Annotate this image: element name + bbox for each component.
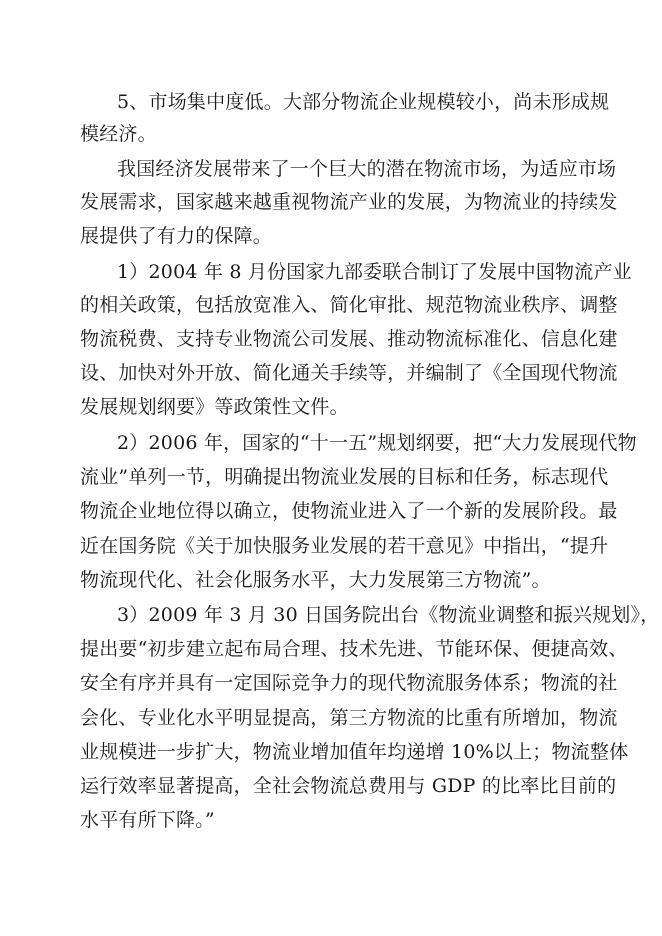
para-2-line-2: 发展需求，国家越来越重视物流产业的发展，为物流业的持续发 — [80, 191, 618, 213]
para-1-line-2: 模经济。 — [80, 123, 157, 145]
para-2-line-3: 展提供了有力的保障。 — [80, 225, 273, 247]
para-5-line-5: 业规模进一步扩大，物流业增加值年均递增 10%以上；物流整体 — [80, 741, 629, 763]
para-5-line-2: 提出要“初步建立起布局合理、技术先进、节能环保、便捷高效、 — [80, 638, 628, 660]
para-3-line-1: 1）2004 年 8 月份国家九部委联合制订了发展中国物流产业 — [117, 261, 632, 283]
para-1-line-1: 5、市场集中度低。大部分物流企业规模较小，尚未形成规 — [117, 91, 610, 113]
para-5-line-1: 3）2009 年 3 月 30 日国务院出台《物流业调整和振兴规划》， — [117, 604, 660, 626]
para-3-line-3: 物流税费、支持专业物流公司发展、推动物流标准化、信息化建 — [80, 328, 618, 350]
para-5-line-3: 安全有序并具有一定国际竞争力的现代物流服务体系；物流的社 — [80, 672, 618, 694]
para-4-line-2: 流业”单列一节，明确提出物流业发展的目标和任务，标志现代 — [80, 466, 609, 488]
para-3-line-2: 的相关政策，包括放宽准入、简化审批、规范物流业秩序、调整 — [80, 294, 618, 316]
para-4-line-4: 近在国务院《关于加快服务业发展的若干意见》中指出，“提升 — [80, 535, 609, 557]
para-4-line-1: 2）2006 年，国家的“十一五”规划纲要，把“大力发展现代物 — [117, 432, 637, 454]
para-5-line-7: 水平有所下降。” — [80, 809, 215, 831]
para-3-line-4: 设、加快对外开放、简化通关手续等，并编制了《全国现代物流 — [80, 362, 618, 384]
para-4-line-5: 物流现代化、社会化服务水平，大力发展第三方物流”。 — [80, 569, 551, 591]
para-3-line-5: 发展规划纲要》等政策性文件。 — [80, 396, 349, 418]
para-4-line-3: 物流企业地位得以确立，使物流业进入了一个新的发展阶段。最 — [80, 500, 618, 522]
para-2-line-1: 我国经济发展带来了一个巨大的潜在物流市场，为适应市场 — [117, 158, 617, 180]
para-5-line-4: 会化、专业化水平明显提高，第三方物流的比重有所增加，物流 — [80, 707, 618, 729]
para-5-line-6: 运行效率显著提高，全社会物流总费用与 GDP 的比率比目前的 — [80, 775, 617, 797]
